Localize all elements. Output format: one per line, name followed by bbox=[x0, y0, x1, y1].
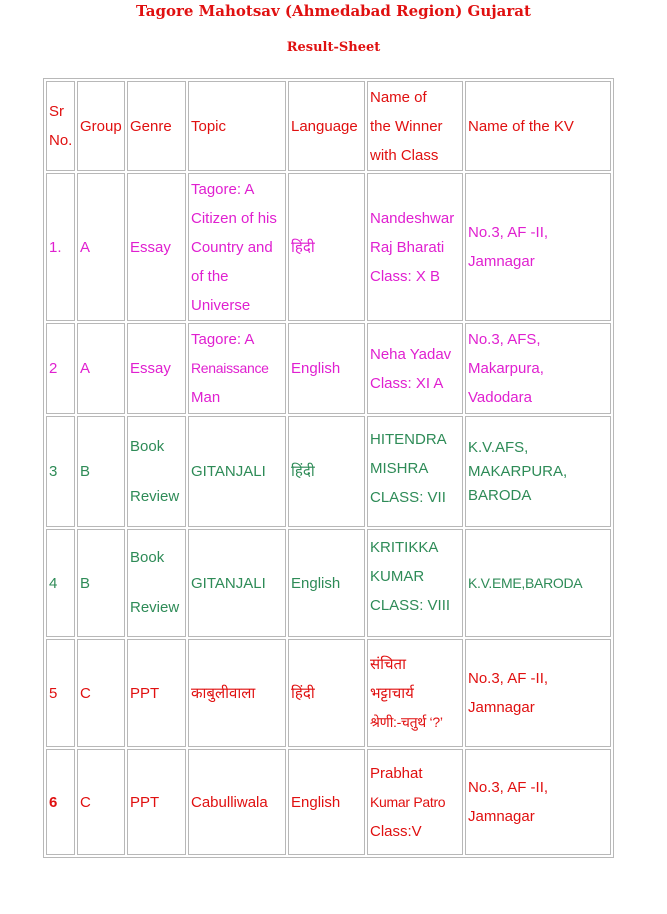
table-row bbox=[46, 749, 611, 855]
group-cell: B bbox=[77, 416, 125, 527]
page-title: Tagore Mahotsav (Ahmedabad Region) Gujarat bbox=[136, 2, 531, 20]
header-language: Language bbox=[288, 81, 365, 171]
winner-cell: HITENDRA MISHRA CLASS: VII bbox=[367, 416, 463, 527]
kv-cell: No.3, AF -II, Jamnagar bbox=[465, 173, 611, 321]
table-row bbox=[46, 173, 611, 321]
group-cell: C bbox=[77, 749, 125, 855]
group-cell: A bbox=[77, 323, 125, 414]
group-cell: B bbox=[77, 529, 125, 637]
kv-cell: K.V.EME,BARODA bbox=[465, 529, 611, 637]
genre-cell: PPT bbox=[127, 639, 186, 747]
language-cell: English bbox=[288, 323, 365, 414]
winner-cell: संचिता भट्टाचार्य श्रेणी:-चतुर्थ ‘?’ bbox=[367, 639, 463, 747]
kv-cell: K.V.AFS, MAKARPURA, BARODA bbox=[465, 416, 611, 527]
kv-cell: No.3, AF -II, Jamnagar bbox=[465, 749, 611, 855]
language-cell: English bbox=[288, 529, 365, 637]
header-topic: Topic bbox=[188, 81, 286, 171]
table-row bbox=[46, 639, 611, 747]
topic-cell: Tagore: A Renaissance Man bbox=[188, 323, 286, 414]
sr-cell: 1. bbox=[46, 173, 75, 321]
table-row bbox=[46, 323, 611, 414]
kv-cell: No.3, AFS, Makarpura, Vadodara bbox=[465, 323, 611, 414]
genre-cell: Essay bbox=[127, 323, 186, 414]
language-cell: हिंदी bbox=[288, 173, 365, 321]
results-table bbox=[43, 78, 614, 858]
genre-cell: Essay bbox=[127, 173, 186, 321]
table-row bbox=[46, 416, 611, 527]
topic-cell: Tagore: A Citizen of his Country and of the Universe bbox=[188, 173, 286, 321]
header-genre: Genre bbox=[127, 81, 186, 171]
page-subtitle: Result-Sheet bbox=[286, 40, 381, 55]
kv-cell: No.3, AF -II, Jamnagar bbox=[465, 639, 611, 747]
language-cell: English bbox=[288, 749, 365, 855]
sr-cell: 4 bbox=[46, 529, 75, 637]
winner-cell: KRITIKKA KUMAR CLASS: VIII bbox=[367, 529, 463, 637]
table-header-row bbox=[46, 81, 611, 171]
language-cell: हिंदी bbox=[288, 639, 365, 747]
sr-cell: 6 bbox=[46, 749, 75, 855]
sr-cell: 3 bbox=[46, 416, 75, 527]
topic-cell: GITANJALI bbox=[188, 416, 286, 527]
genre-cell: Book Review bbox=[127, 529, 186, 637]
header-group: Group bbox=[77, 81, 125, 171]
winner-cell: Neha Yadav Class: XI A bbox=[367, 323, 463, 414]
table-row bbox=[46, 529, 611, 637]
header-kv: Name of the KV bbox=[465, 81, 611, 171]
group-cell: C bbox=[77, 639, 125, 747]
header-sr: Sr No. bbox=[46, 81, 75, 171]
sr-cell: 2 bbox=[46, 323, 75, 414]
topic-cell: Cabulliwala bbox=[188, 749, 286, 855]
header-winner: Name of the Winner with Class bbox=[367, 81, 463, 171]
winner-cell: Prabhat Kumar Patro Class:V bbox=[367, 749, 463, 855]
sr-cell: 5 bbox=[46, 639, 75, 747]
winner-cell: Nandeshwar Raj Bharati Class: X B bbox=[367, 173, 463, 321]
genre-cell: PPT bbox=[127, 749, 186, 855]
topic-cell: GITANJALI bbox=[188, 529, 286, 637]
group-cell: A bbox=[77, 173, 125, 321]
genre-cell: Book Review bbox=[127, 416, 186, 527]
topic-cell: काबुलीवाला bbox=[188, 639, 286, 747]
language-cell: हिंदी bbox=[288, 416, 365, 527]
